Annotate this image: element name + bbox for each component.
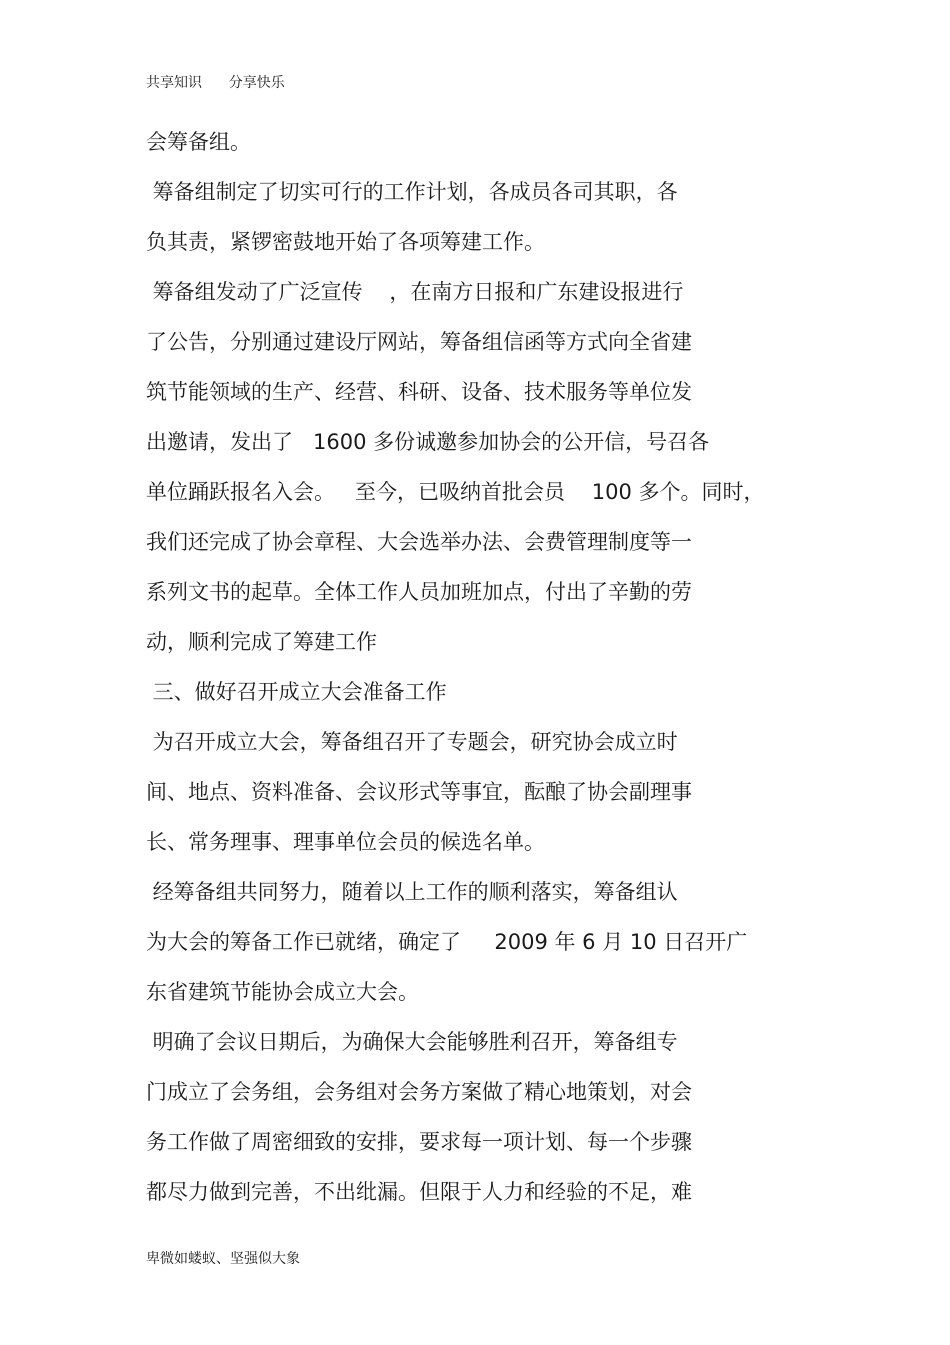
header-right-text: 分享快乐 (228, 75, 285, 91)
body-line: 单位踊跃报名入会。 至今，已吸纳首批会员 100 多个。同时， (146, 480, 765, 504)
body-line: 经筹备组共同努力，随着以上工作的顺利落实，筹备组认 (146, 880, 678, 904)
body-line: 负其责，紧锣密鼓地开始了各项筹建工作。 (146, 230, 545, 254)
body-line: 筹备组制定了切实可行的工作计划，各成员各司其职，各 (146, 180, 678, 204)
body-line: 会筹备组。 (146, 130, 251, 154)
body-line: 门成立了会务组，会务组对会务方案做了精心地策划，对会 (146, 1080, 692, 1104)
body-line: 东省建筑节能协会成立大会。 (146, 980, 419, 1004)
body-line: 动，顺利完成了筹建工作 (146, 630, 377, 654)
header-left-text: 共享知识 (146, 75, 202, 91)
page-header (146, 72, 285, 92)
page-footer: 卑微如蝼蚁、坚强似大象 (146, 1251, 300, 1267)
body-line: 我们还完成了协会章程、大会选举办法、会费管理制度等一 (146, 530, 692, 554)
body-line: 明确了会议日期后，为确保大会能够胜利召开，筹备组专 (146, 1030, 678, 1054)
body-line: 都尽力做到完善，不出纰漏。但限于人力和经验的不足，难 (146, 1180, 692, 1204)
body-line: 筹备组发动了广泛宣传 ，在南方日报和广东建设报进行 (146, 280, 684, 304)
body-line: 系列文书的起草。全体工作人员加班加点，付出了辛勤的劳 (146, 580, 692, 604)
body-line: 长、常务理事、理事单位会员的候选名单。 (146, 830, 545, 854)
body-line: 筑节能领域的生产、经营、科研、设备、技术服务等单位发 (146, 380, 692, 404)
body-line: 了公告，分别通过建设厅网站，筹备组信函等方式向全省建 (146, 330, 692, 354)
body-line: 务工作做了周密细致的安排，要求每一项计划、每一个步骤 (146, 1130, 692, 1154)
body-line: 出邀请，发出了 1600 多份诚邀参加协会的公开信，号召各 (146, 430, 710, 454)
body-line: 间、地点、资料准备、会议形式等事宜，酝酿了协会副理事 (146, 780, 692, 804)
body-line: 为召开成立大会，筹备组召开了专题会，研究协会成立时 (146, 730, 678, 754)
body-line: 三、做好召开成立大会准备工作 (146, 680, 447, 704)
body-line: 为大会的筹备工作已就绪，确定了 2009 年 6 月 10 日召开广 (146, 930, 748, 954)
